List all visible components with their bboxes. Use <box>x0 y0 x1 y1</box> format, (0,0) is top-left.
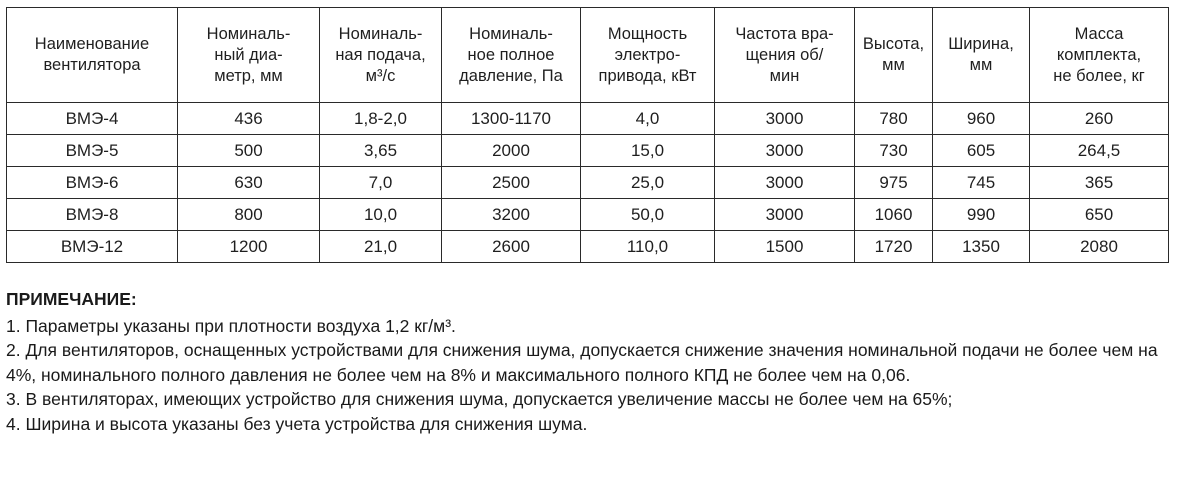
table-cell: 650 <box>1030 199 1169 231</box>
table-cell: 800 <box>178 199 320 231</box>
table-cell: ВМЭ-8 <box>7 199 178 231</box>
header-mass: Масса комплекта, не более, кг <box>1030 8 1169 103</box>
table-cell: 3,65 <box>320 135 442 167</box>
note-item: 3. В вентиляторах, имеющих устройство для снижения шума, допускается увеличение массы не более чем на 65%; <box>6 389 953 409</box>
header-nominal-flow: Номиналь- ная подача, м³/с <box>320 8 442 103</box>
table-cell: 3000 <box>715 167 855 199</box>
table-row <box>7 199 1169 231</box>
header-drive-power: Мощность электро- привода, кВт <box>581 8 715 103</box>
table-cell: ВМЭ-4 <box>7 103 178 135</box>
note-item: 1. Параметры указаны при плотности воздуха 1,2 кг/м³. <box>6 315 456 336</box>
note-item: 2. Для вентиляторов, оснащенных устройствами для снижения шума, допускается снижение значения номинальной подачи не более чем на 4%, номинального полного давления не более чем на 8% и максимального полного КПД не более чем на 0,06. <box>6 340 1158 385</box>
table-cell: 15,0 <box>581 135 715 167</box>
table-cell: 3000 <box>715 103 855 135</box>
table-row <box>7 231 1169 263</box>
table-cell: 605 <box>933 135 1030 167</box>
header-nominal-diameter: Номиналь- ный диа- метр, мм <box>178 8 320 103</box>
table-cell: 2000 <box>442 135 581 167</box>
table-cell: ВМЭ-12 <box>7 231 178 263</box>
table-cell: 3000 <box>715 199 855 231</box>
table-cell: ВМЭ-5 <box>7 135 178 167</box>
table-cell: 10,0 <box>320 199 442 231</box>
table-cell: 960 <box>933 103 1030 135</box>
table-cell: 110,0 <box>581 231 715 263</box>
table-row <box>7 135 1169 167</box>
table-cell: 1,8-2,0 <box>320 103 442 135</box>
table-cell: 745 <box>933 167 1030 199</box>
table-cell: 436 <box>178 103 320 135</box>
table-cell: 2500 <box>442 167 581 199</box>
table-row <box>7 103 1169 135</box>
table-cell: 365 <box>1030 167 1169 199</box>
table-cell: 3200 <box>442 199 581 231</box>
table-cell: 500 <box>178 135 320 167</box>
fan-spec-table <box>6 7 1169 263</box>
notes-title: ПРИМЕЧАНИЕ: <box>6 289 137 309</box>
table-cell: 990 <box>933 199 1030 231</box>
table-cell: 1200 <box>178 231 320 263</box>
table-cell: ВМЭ-6 <box>7 167 178 199</box>
header-rotation-speed: Частота вра- щения об/ мин <box>715 8 855 103</box>
table-cell: 264,5 <box>1030 135 1169 167</box>
notes-section <box>6 287 1174 436</box>
table-cell: 4,0 <box>581 103 715 135</box>
header-height: Высота, мм <box>855 8 933 103</box>
table-cell: 780 <box>855 103 933 135</box>
table-cell: 25,0 <box>581 167 715 199</box>
table-cell: 975 <box>855 167 933 199</box>
note-item: 4. Ширина и высота указаны без учета устройства для снижения шума. <box>6 413 588 434</box>
table-cell: 730 <box>855 135 933 167</box>
table-cell: 1350 <box>933 231 1030 263</box>
table-cell: 2600 <box>442 231 581 263</box>
table-cell: 1300-1170 <box>442 103 581 135</box>
table-cell: 630 <box>178 167 320 199</box>
table-cell: 21,0 <box>320 231 442 263</box>
table-cell: 3000 <box>715 135 855 167</box>
table-row <box>7 167 1169 199</box>
table-cell: 260 <box>1030 103 1169 135</box>
table-cell: 1720 <box>855 231 933 263</box>
table-cell: 1060 <box>855 199 933 231</box>
table-cell: 1500 <box>715 231 855 263</box>
header-width: Ширина, мм <box>933 8 1030 103</box>
header-nominal-pressure: Номиналь- ное полное давление, Па <box>442 8 581 103</box>
header-row <box>7 8 1169 103</box>
table-cell: 7,0 <box>320 167 442 199</box>
header-fan-name: Наименование вентилятора <box>7 8 178 103</box>
table-cell: 2080 <box>1030 231 1169 263</box>
table-cell: 50,0 <box>581 199 715 231</box>
